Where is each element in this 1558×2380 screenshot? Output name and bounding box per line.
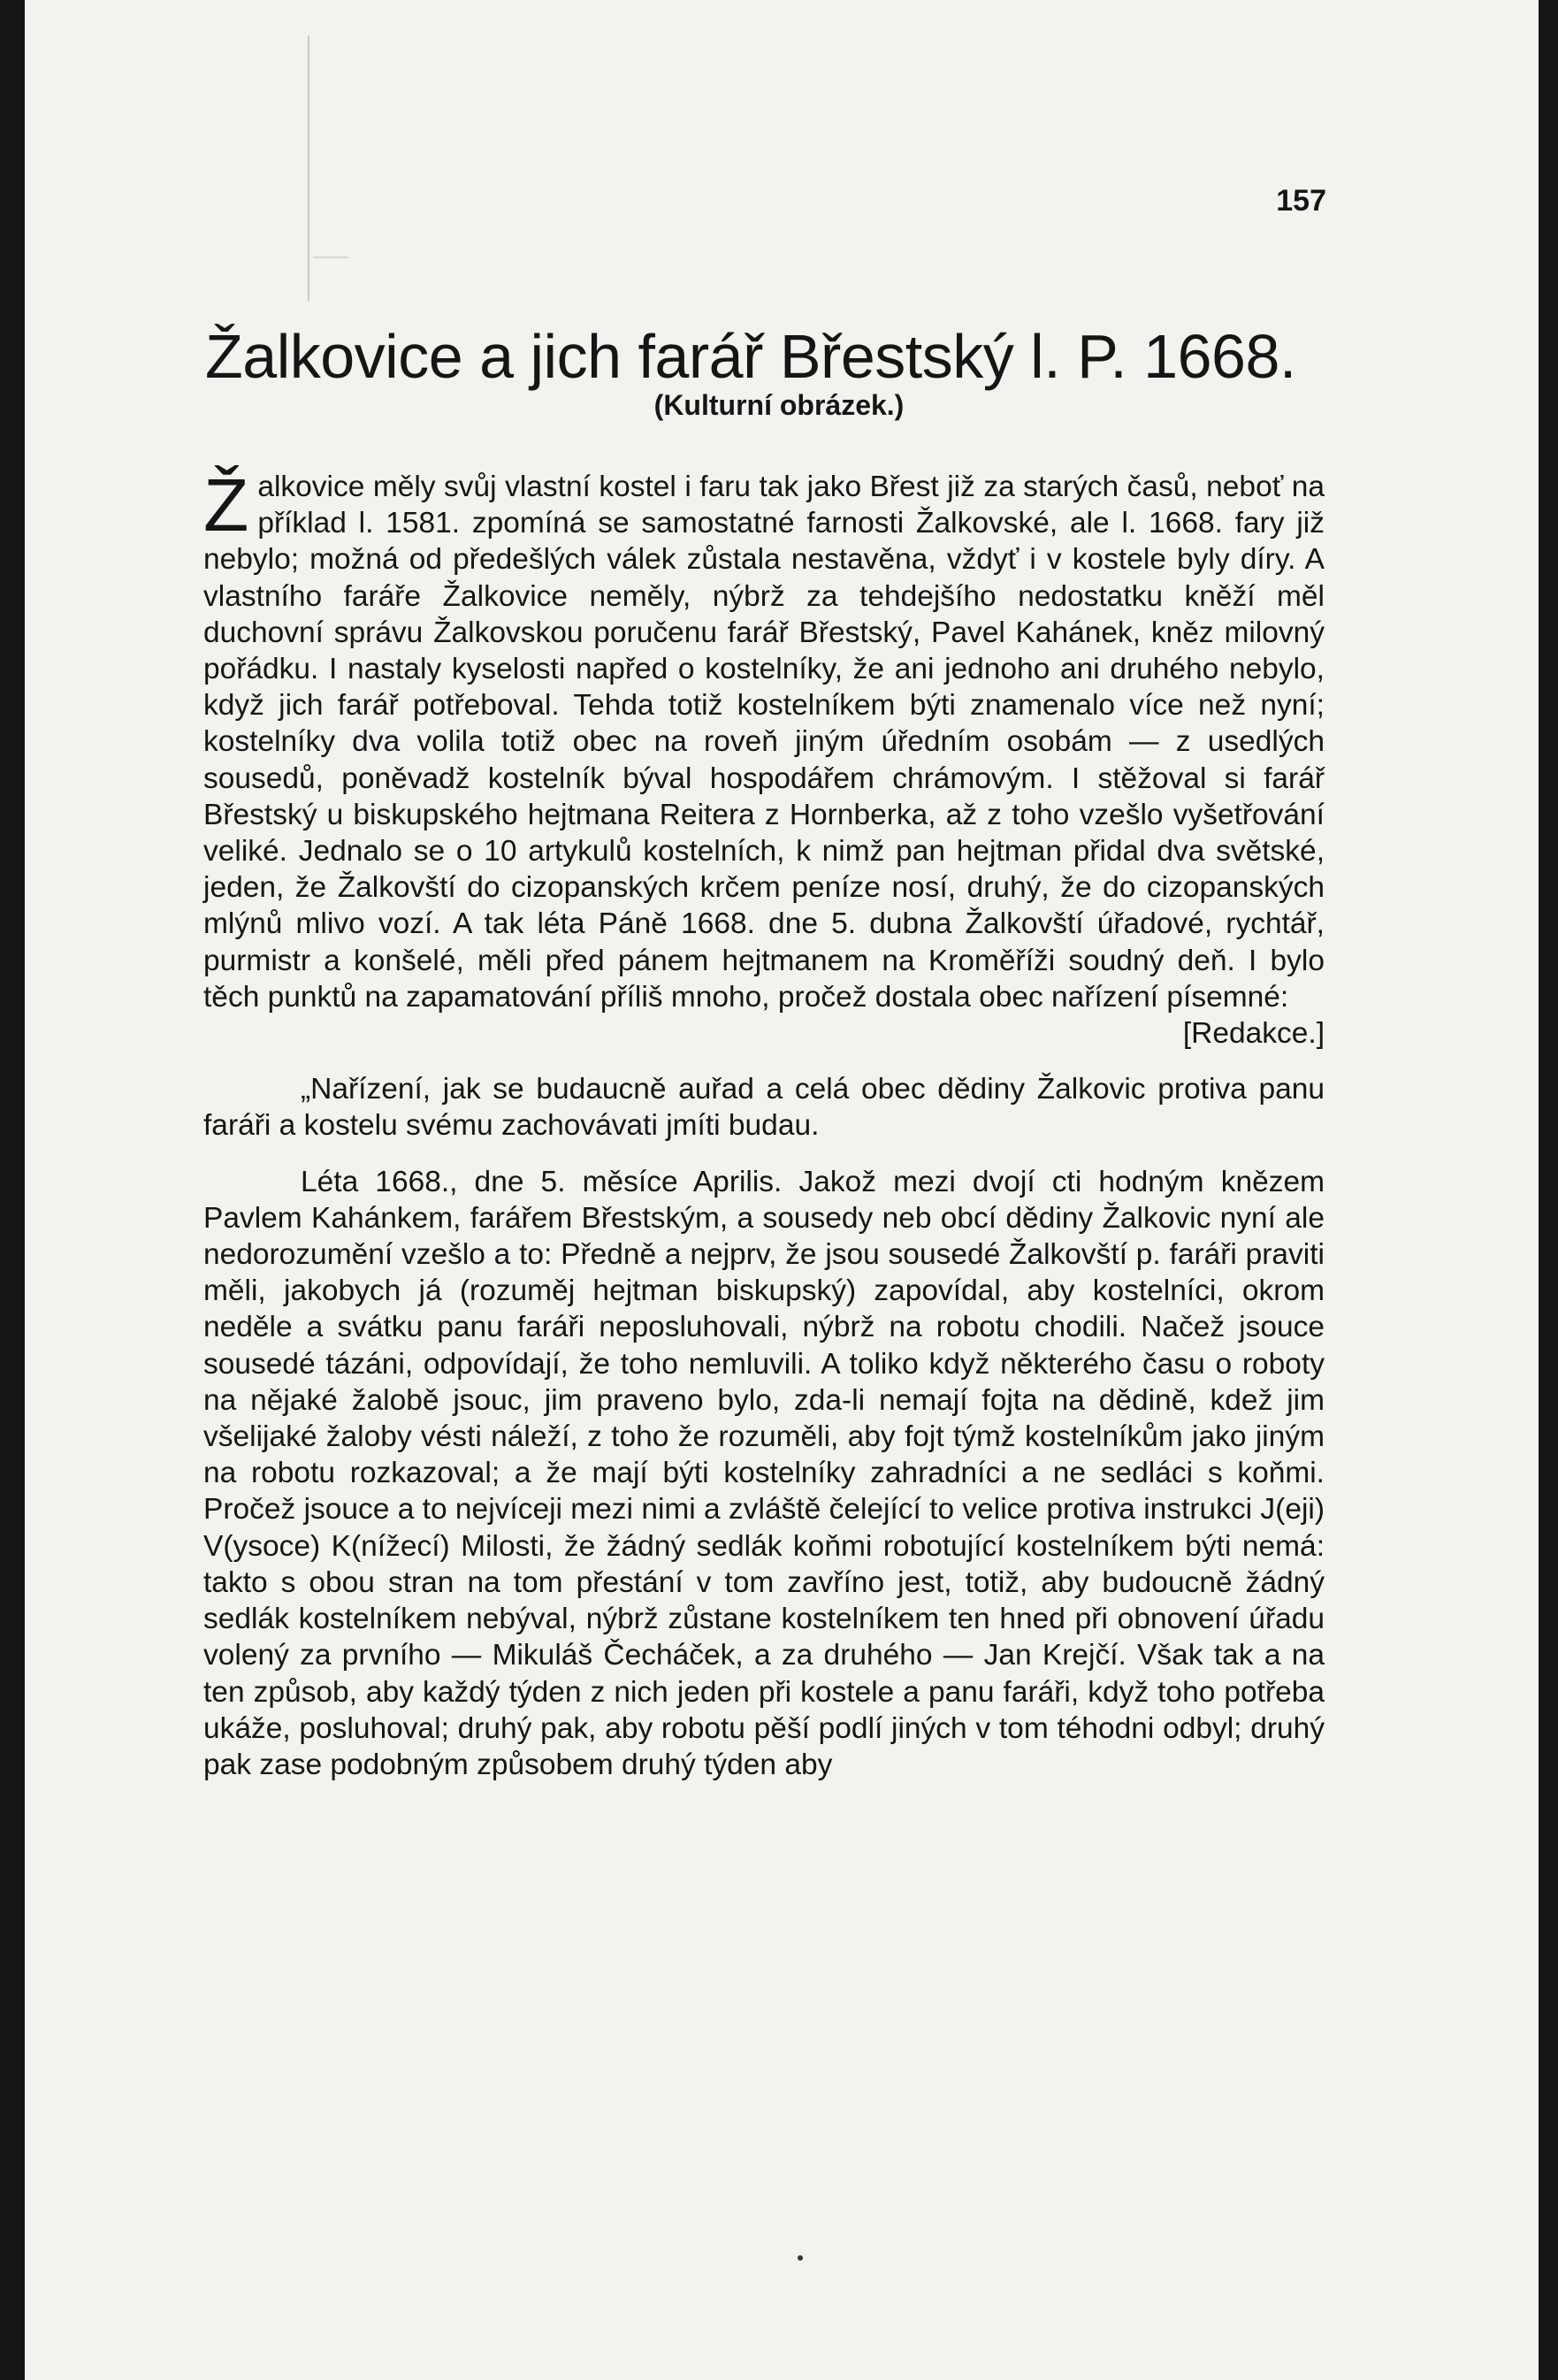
page-number: 157 (1276, 184, 1326, 218)
article-subtitle: (Kulturní obrázek.) (653, 389, 905, 421)
decree-heading: „Nařízení, jak se budaucně auřad a celá obec dědiny Žalkovic protiva panu faráři a kostelu svému zachovávati jmíti budau. (203, 1073, 1325, 1143)
margin-mark (308, 35, 309, 301)
drop-cap: Ž (203, 463, 249, 547)
letter-paragraph: Léta 1668., dne 5. měsíce Aprilis. Jakož mezi dvojí cti hodným knězem Pavlem Kahánkem, farářem Břestským, a sousedy neb obcí dědiny Žalkovic nyní ale nedorozumění vzešlo a to: Předně a nejprv, že jsou sousedé Žalkovští p. faráři praviti měli, jakobych já (rozuměj hejtman biskupský) zapovídal, aby kostelníci, okrom neděle a svátku panu faráři neposluhovali, nýbrž na robotu chodili. Načež jsouce sousedé tázáni, odpovídají, že toho nemluvili. A toliko když některého času o roboty na nějaké žalobě jsouc, jim praveno bylo, zda-li nemají fojta na dědině, kdež jim všelijaké žaloby vésti náleží, z toho že rozuměli, aby fojt týmž kostelníkům jako jiným na robotu rozkazoval; a že mají býti kostelníky zahradníci a ne sedláci s koňmi. Pročež jsouce a to nejvíceji mezi nimi a zvláště čelející to velice protiva instrukci J(eji) V(ysoce) K(nížecí) Milosti, že žádný sedlák koňmi robotující kostelníkem býti nemá: takto s obou stran na tom přestání v tom zavříno jest, totiž, aby budoucně žádný sedlák kostelníkem nebýval, nýbrž zůstane kostelníkem ten hned při obnovení úřadu volený za prvního — Mikuláš Čecháček, a za druhého — Jan Krejčí. Však tak a na ten způsob, aby každý týden z nich jeden při kostele a panu faráři, když toho potřeba ukáže, posluhoval; druhý pak, aby robotu pěší podlí jiných v tom téhodni odbyl; druhý pak zase podobným způsobem druhý týden aby (203, 1165, 1325, 1781)
article-title: Žalkovice a jich farář Břestský l. P. 1668. (205, 322, 1296, 391)
scan-edge-left (0, 0, 25, 2380)
margin-mark-horizontal (313, 256, 348, 258)
intro-paragraph (203, 463, 1325, 1052)
article-body (203, 463, 1325, 1783)
footer-dot (798, 2255, 803, 2261)
scan-edge-right (1539, 0, 1558, 2380)
editor-signature: [Redakce.] (1182, 1017, 1325, 1051)
editor-signature-line (203, 1015, 1325, 1052)
intro-text: alkovice měly svůj vlastní kostel i faru tak jako Břest již za starých časů, neboť na příklad l. 1581. zpomíná se samostatné farnosti Žalkovské, ale l. 1668. fary již nebylo; možná od předešlých válek zůstala nestavěna, vždyť i v kostele byly díry. A vlastního faráře Žalkovice neměly, nýbrž za tehdejšího nedostatku kněží měl duchovní správu Žalkovskou poručenu farář Břestský, Pavel Kahánek, kněz milovný pořádku. I nastaly kyselosti napřed o kostelníky, že ani jednoho ani druhého nebylo, když jich farář potřeboval. Tehda totiž kostelníkem býti znamenalo více než nyní; kostelníky dva volila totiž obec na roveň jiným úředním osobám — z usedlých sousedů, poněvadž kostelník býval hospodářem chrámovým. I stěžoval si farář Břestský u biskupského hejtmana Reitera z Hornberka, až z toho vzešlo vyšetřování veliké. Jednalo se o 10 artykulů kostelních, k nimž pan hejtman přidal dva světské, jeden, že Žalkovští do cizopanských krčem peníze nosí, druhý, že do cizopanských mlýnů mlivo vozí. A tak léta Páně 1668. dne 5. dubna Žalkovští úřadové, rychtář, purmistr a konšelé, měli před pánem hejtmanem na Kroměříži soudný deň. I bylo těch punktů na zapamatování příliš mnoho, pročež dostala obec nařízení písemné: (203, 471, 1325, 1014)
